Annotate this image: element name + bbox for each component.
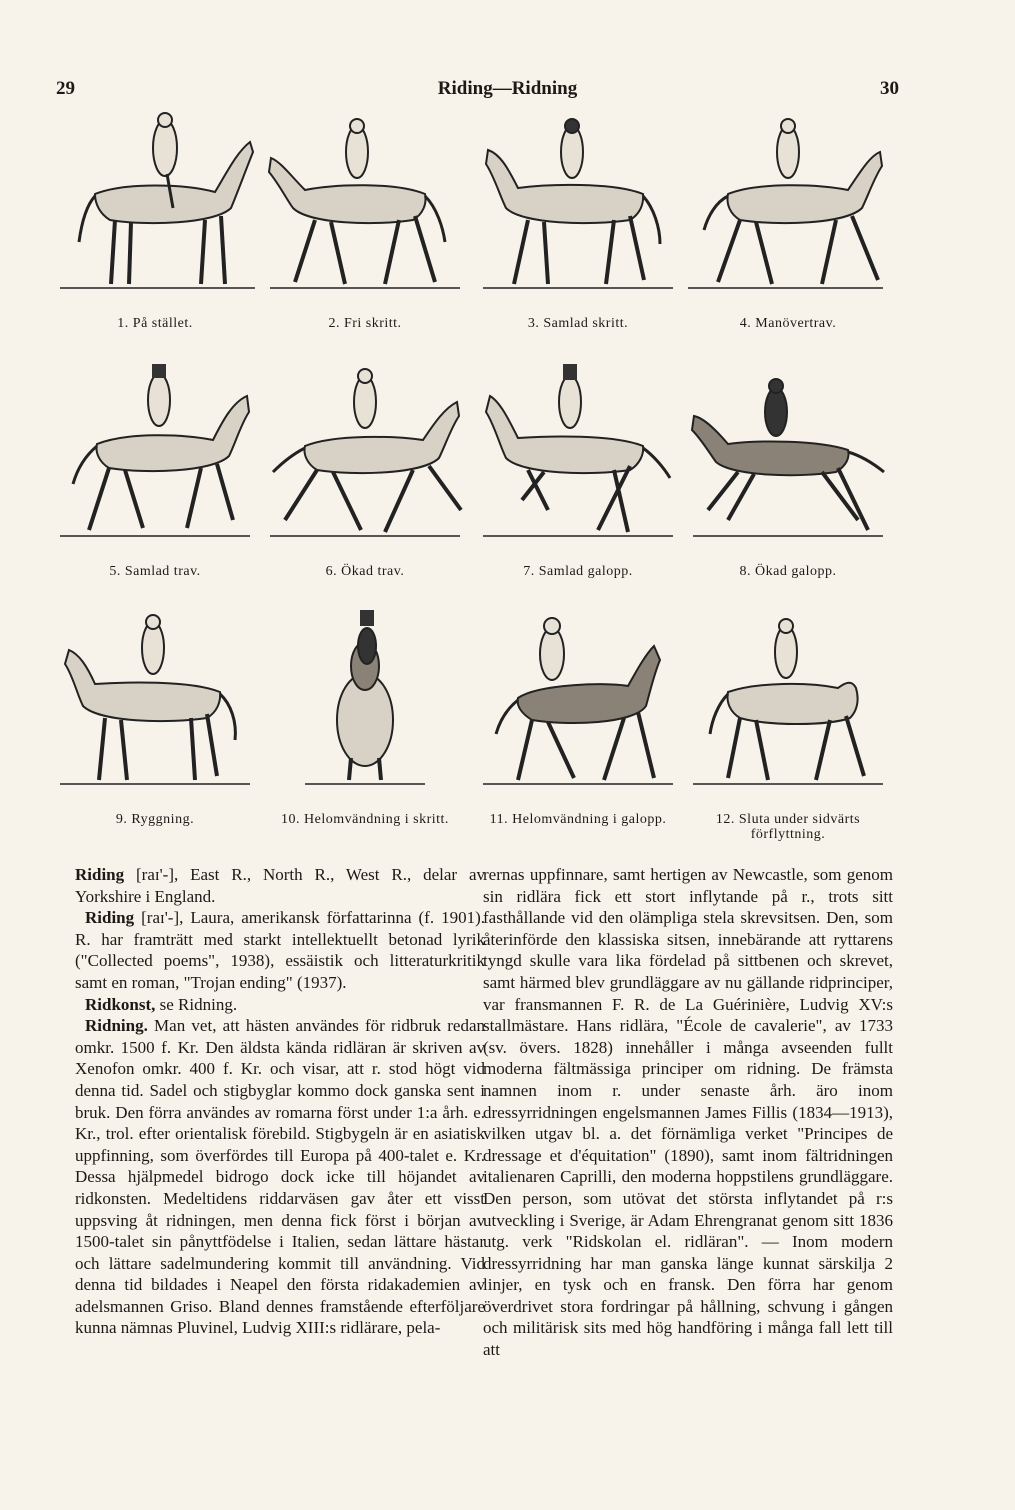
entry-text: Man vet, att hästen användes för ridbruk redan omkr. 1500 f. Kr. Den äldsta kända ridläran är skriven av Xenofon omkr. 400 f. Kr. och visar, att r. stod högt vid denna tid. Sadel och stigbyglar kommo dock ganska sent i bruk. Den förra användes av romarna först under 1:a årh. e. Kr., trol. efter orientalisk förebild. Stigbygeln är en asiatisk uppfinning, som överfördes till Europa på 400-talet e. Kr. Dessa hjälpmedel bidrogo dock icke till höjandet av ridkonsten. Medeltidens riddarväsen gav åter ett visst uppsving åt ridningen, men denna fick först i början av 1500-talet sin pånyttfödelse i Italien, sedan lättare hästar och lättare sadelmundering kommit till användning. Vid denna tid bildades i Neapel den första ridakademien av adelsmannen Griso. Bland dennes framstående efterföljare kunna nämnas Pluvinel, Ludvig XIII:s ridlärare, pela- <box>75 1016 485 1338</box>
entry-ridning <box>75 1015 485 1339</box>
entry-headword: Riding <box>75 865 125 884</box>
text-column-left <box>75 864 485 1339</box>
figure-6 <box>265 360 465 579</box>
figure-caption: 6. Ökad trav. <box>325 564 405 579</box>
figure-caption: 4. Manövertrav. <box>739 316 837 331</box>
entry-riding-laura <box>75 907 485 993</box>
horse-rider-illustration-11 <box>478 608 678 788</box>
figure-1 <box>55 112 255 331</box>
entry-text: [raɪ'-], Laura, amerikansk författarinna (f. 1901). R. har framträtt med starkt intellektuellt betonad lyrik ("Collected poems", 1938), essäistik och litteraturkritik samt en roman, "Trojan ending" (1937). <box>75 908 485 992</box>
figure-caption: 3. Samlad skritt. <box>527 316 629 331</box>
entry-ridning-continued: rernas uppfinnare, samt hertigen av Newcastle, som genom sin ridlära fick ett stort inflytande på r., trots sitt fasthållande vid den olämpliga stela skrevsitsen. Den, som återinförde den klassiska sitsen, innebärande att ryttarens tyngd skulle vara lika fördelad på sittbenen och skrevet, samt härmed blev grundläggare av nu gällande ridprinciper, var fransmannen F. R. de La Guérinière, Ludvig XV:s stallmästare. Hans ridlära, "École de cavalerie", av 1733 (sv. övers. 1828) innehåller i många avseenden fullt moderna fältmässiga principer om ridning. De främsta namnen inom r. under senaste årh. äro inom dressyrridningen engelsmannen James Fillis (1834—1913), vilken utgav bl. a. det förnämliga verket "Principes de dressage et d'équitation" (1890), samt inom fältridningen italienaren Caprilli, den moderna hoppstilens grundläggare. Den person, som utövat det största inflytandet på r:s utveckling i Sverige, är Adam Ehrengranat genom sitt 1836 utg. verk "Ridskolan el. ridläran". — Inom modern dressyrridning har man ganska länge kunnat särskilja 2 linjer, en tysk och en fransk. Den förra har genom överdrivet stora fordringar på hållning, schvung i gången och militärisk sits med hög handföring i många fall lett till att <box>483 865 893 1360</box>
figure-caption: 8. Ökad galopp. <box>739 564 837 579</box>
figure-8 <box>688 360 888 579</box>
figure-4 <box>688 112 888 331</box>
figure-3 <box>478 112 678 331</box>
entry-text: [raɪ'-], East R., North R., West R., delar av Yorkshire i England. <box>75 865 485 906</box>
horse-rider-illustration-1 <box>55 112 255 292</box>
figure-10 <box>265 608 465 827</box>
horse-rider-illustration-4 <box>688 112 888 292</box>
page-number-right: 30 <box>880 78 899 99</box>
entry-headword: Ridning. <box>85 1016 148 1036</box>
entry-ridkonst <box>75 994 485 1016</box>
figure-11 <box>478 608 678 827</box>
entry-riding-east <box>75 864 485 907</box>
figure-caption: 7. Samlad galopp. <box>523 564 633 579</box>
running-title: Riding—Ridning <box>437 78 578 99</box>
entry-headword: Ridkonst, <box>85 994 156 1014</box>
figure-caption: 5. Samlad trav. <box>109 564 201 579</box>
figure-caption: 9. Ryggning. <box>115 812 195 827</box>
horse-rider-illustration-3 <box>478 112 678 292</box>
figure-caption: 1. På stället. <box>117 316 193 331</box>
figure-12 <box>688 608 888 842</box>
figure-caption: 2. Fri skritt. <box>328 316 402 331</box>
entry-headword: Riding <box>85 908 135 928</box>
page-number-left: 29 <box>56 78 75 99</box>
horse-rider-illustration-12 <box>688 608 888 788</box>
figure-5 <box>55 360 255 579</box>
horse-rider-illustration-2 <box>265 112 465 292</box>
horse-rider-illustration-8 <box>688 360 888 540</box>
horse-rider-illustration-10 <box>265 608 465 788</box>
horse-rider-illustration-6 <box>265 360 465 540</box>
figure-caption: 11. Helomvändning i galopp. <box>489 812 667 827</box>
horse-rider-illustration-5 <box>55 360 255 540</box>
figure-caption: 12. Sluta under sidvärts förflyttning. <box>715 812 861 842</box>
figure-9 <box>55 608 255 827</box>
horse-rider-illustration-9 <box>55 608 255 788</box>
text-column-right <box>483 864 893 1361</box>
figure-2 <box>265 112 465 331</box>
figure-7 <box>478 360 678 579</box>
horse-rider-illustration-7 <box>478 360 678 540</box>
figure-caption: 10. Helomvändning i skritt. <box>281 812 449 827</box>
entry-text: se Ridning. <box>155 994 238 1014</box>
